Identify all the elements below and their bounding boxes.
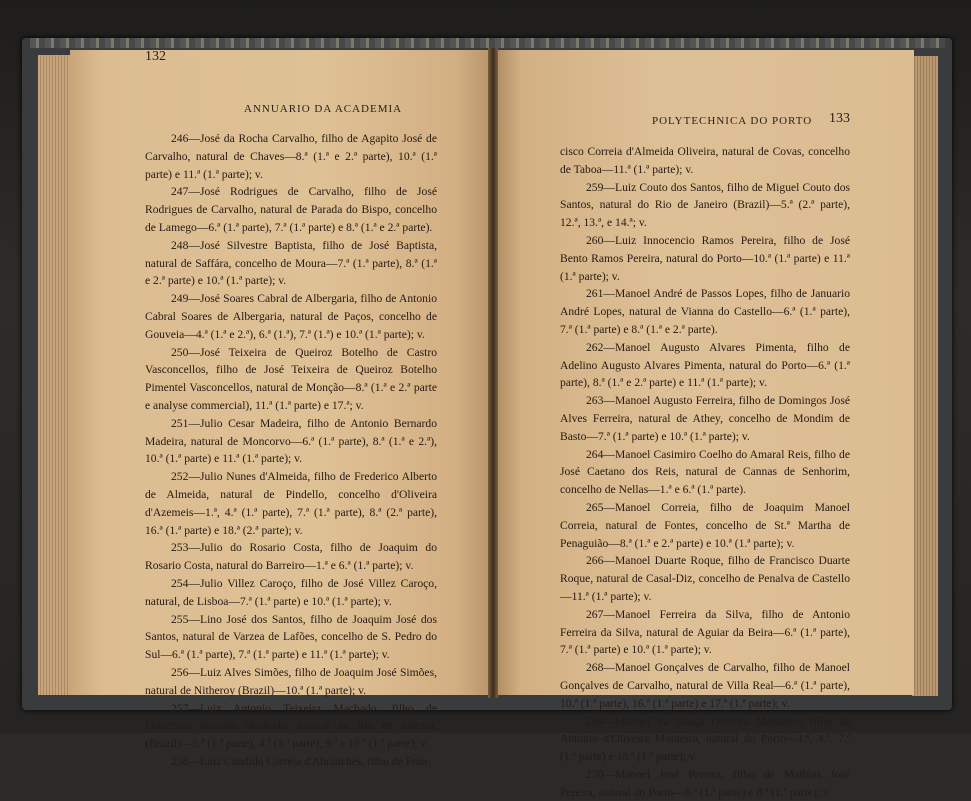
entry-260: 260—Luiz Innocencio Ramos Pereira, filho de José Bento Ramos Pereira, natural do Porto—10.ª (1.ª parte) e 11.ª (1.ª parte); v. [560,233,850,283]
page-stack-right [912,56,938,696]
entry-249: 249—José Soares Cabral de Albergaria, filho de Antonio Cabral Soares de Albergaria, natural de Paços, concelho de Gouveia—4.ª (1.ª e 2.ª), 6.ª (1.ª), 7.ª (1.ª) e 10.ª (1.ª parte); v. [145,292,437,341]
entry-261: 261—Manoel André de Passos Lopes, filho de Januario André Lopes, natural de Vianna do Castello—6.ª (1.ª parte), 7.ª (1.ª parte) e 8.ª (1.ª e 2.ª parte). [560,287,850,336]
entry-268: 268—Manoel Gonçalves de Carvalho, filho de Manoel Gonçalves de Carvalho, natural de Villa Real—6.ª (1.ª parte), 10.ª (1.ª parte), 16.ª (1.ª parte) e 17.ª (1.ª parte); v. [560,661,850,710]
cover-edge [30,38,945,48]
entry-248: 248—José Silvestre Baptista, filho de José Baptista, natural de Saffára, concelho de Moura—7.ª (1.ª parte), 8.ª (1.ª e 2.ª parte) e 10.ª (1.ª parte); v. [145,238,437,288]
left-page-number: 132 [145,49,166,64]
entry-269: 269—Manoel da Graça Oliveira Monteiro, filho de Antonio d'Oliveira Monteiro, natural do Porto—1.ª, 4.ª, 7.ª (1.ª parte) e 18.ª (1.ª parte); v. [560,714,850,764]
entry-251: 251—Julio Cesar Madeira, filho de Antonio Bernardo Madeira, natural de Moncorvo—6.ª (1.ª parte), 8.ª (1.ª e 2.ª), 10.ª (1.ª parte) e 11.ª (1.ª parte); v. [145,416,437,466]
right-page-text [560,143,850,801]
entry-266: 266—Manoel Duarte Roque, filho de Francisco Duarte Roque, natural de Casal-Diz, concelho de Penalva de Castello—11.ª (1.ª parte); v. [560,554,850,603]
entry-262: 262—Manoel Augusto Alvares Pimenta, filho de Adelino Augusto Alvares Pimenta, natural do Porto—6.ª (1.ª parte), 8.ª (1.ª e 2.ª parte) e 11.ª (1.ª parte); v. [560,340,850,390]
left-page-header: ANNUARIO DA ACADEMIA [244,103,403,115]
entry-264: 264—Manoel Casimiro Coelho do Amaral Reis, filho de José Caetano dos Reis, natural de Cannas de Senhorim, concelho de Nellas—1.ª e 6.ª (1.ª parte). [560,447,850,497]
book-gutter [488,48,498,698]
entry-246: 246—José da Rocha Carvalho, filho de Agapito José de Carvalho, natural de Chaves—8.ª (1.ª e 2.ª parte), 10.ª (1.ª parte) e 11.ª (1.ª parte); v. [145,132,437,181]
entry-258: 258—Luiz Candido Correia d'Abranches, filho de Fran- [171,754,431,768]
entry-265: 265—Manoel Correia, filho de Joaquim Manoel Correia, natural de Fontes, concelho de St.ª Martha de Penaguião—8.ª (1.ª e 2.ª parte) e 10.ª (1.ª parte); v. [560,500,850,550]
right-page-header: POLYTECHNICA DO PORTO [652,115,813,127]
entry-250: 250—José Teixeira de Queiroz Botelho de Castro Vasconcellos, filho de José Teixeira de Queiroz Botelho Pimentel Vasconcellos, natural de Monção—8.ª (1.ª e 2.ª parte e analyse commercial), 11.ª (1.ª parte) e 17.ª; v. [145,345,437,412]
entry-254: 254—Julio Villez Caroço, filho de José Villez Caroço, natural, de Lisboa—7.ª (1.ª parte) e 10.ª (1.ª parte); v. [145,576,437,608]
entry-267: 267—Manoel Ferreira da Silva, filho de Antonio Ferreira da Silva, natural de Aguiar da Beira—6.ª (1.ª parte), 7.ª (1.ª parte) e 10.ª (1.ª parte); v. [560,607,850,657]
entry-253: 253—Julio do Rosario Costa, filho de Joaquim do Rosario Costa, natural do Barreiro—1.ª e 6.ª (1.ª parte); v. [145,541,437,573]
left-page-text [145,130,437,771]
entry-256: 256—Luiz Alves Simões, filho de Joaquim José Simões, natural de Nitheroy (Brazil)—10.ª (1.ª parte); v. [145,665,437,697]
entry-263: 263—Manoel Augusto Ferreira, filho de Domingos José Alves Ferreira, natural de Athey, concelho de Mondim de Basto—7.ª (1.ª parte) e 10.ª (1.ª parte); v. [560,394,850,443]
page-stack-left [38,55,72,695]
entry-270: 270—Manoel José Pereira, filho de Mathias José Pereira, natural do Porto—6.ª (1.ª parte) e 8.ª (1.ª parte); v. [560,767,850,799]
right-page-number: 133 [829,111,850,126]
entry-252: 252—Julio Nunes d'Almeida, filho de Frederico Alberto de Almeida, natural de Pindello, concelho d'Oliveira d'Azemeis—1.ª, 4.ª (1.ª parte), 7.ª (1.ª parte), 8.ª (2.ª parte), 16.ª (1.ª parte) e 18.ª (2.ª parte); v. [145,470,437,537]
entry-247: 247—José Rodrigues de Carvalho, filho de José Rodrigues de Carvalho, natural de Parada do Bispo, concelho de Lamego—6.ª (1.ª parte), 7.ª (1.ª parte) e 8.ª (1.ª e 2.ª parte). [145,185,437,234]
entry-257: 257—Luiz Antonio Teixeira Machado, filho de Francisco Teixeira Machado, natural do Rio de Janeiro, (Brazil)—5.ª (1.ª parte), 4.ª (3.ª parte), 9.ª e 10.ª (1.ª parte); v. [145,701,437,751]
entry-255: 255—Lino José dos Santos, filho de Joaquim José dos Santos, natural de Varzea de Lafões, concelho de S. Pedro do Sul—6.ª (1.ª parte), 7.ª (1.ª parte) e 11.ª (1.ª parte); v. [145,612,437,662]
entry-258-continued: cisco Correia d'Almeida Oliveira, natural de Covas, concelho de Taboa—11.ª (1.ª parte); v. [560,145,850,176]
entry-259: 259—Luiz Couto dos Santos, filho de Miguel Couto dos Santos, natural do Rio de Janeiro (Brazil)—5.ª (2.ª parte), 12.ª, 13.ª, e 14.ª; v. [560,180,850,230]
